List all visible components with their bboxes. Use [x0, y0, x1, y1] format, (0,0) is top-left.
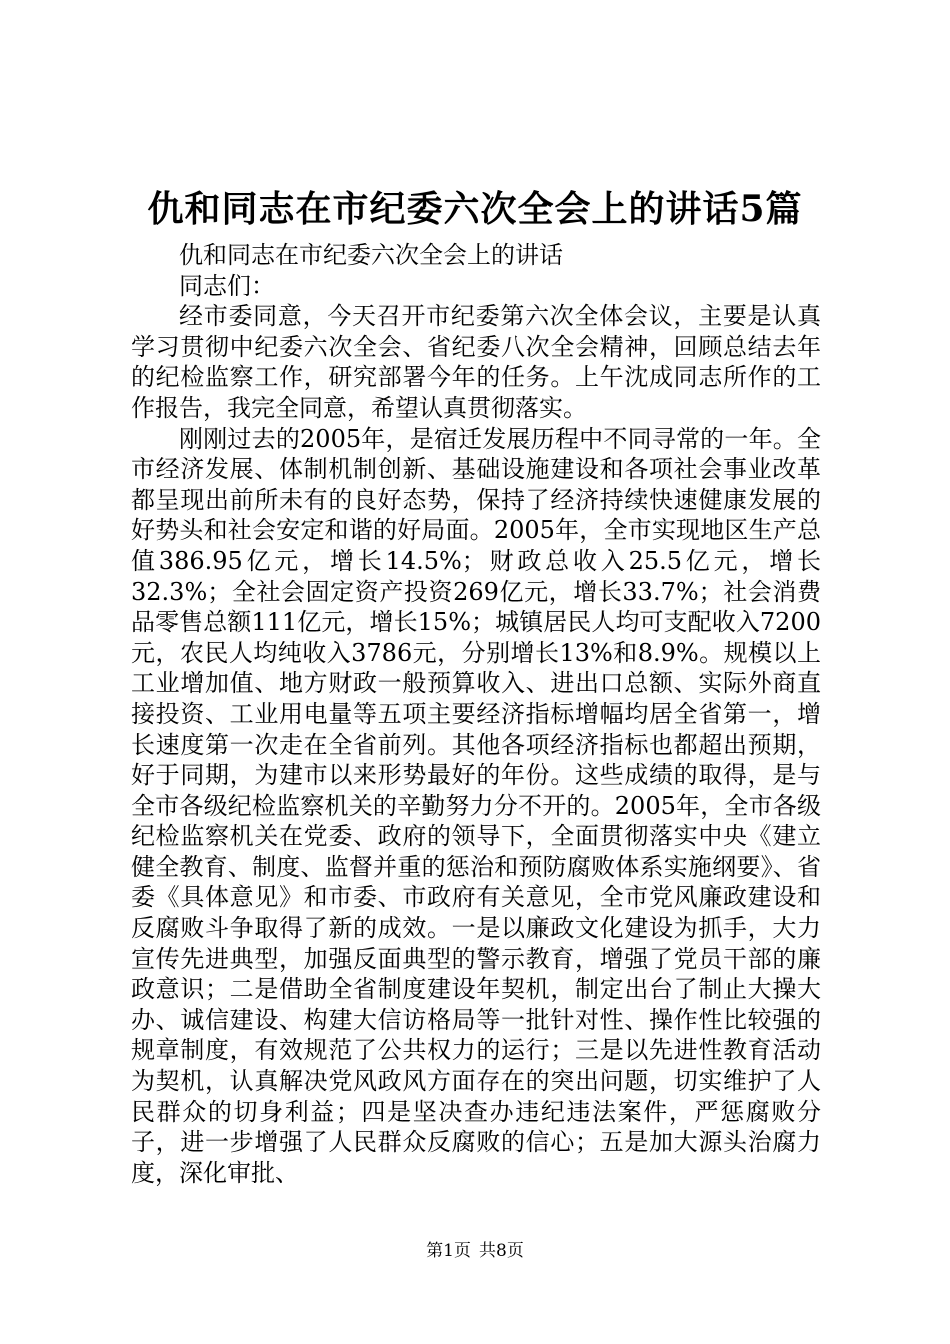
page-footer	[0, 1240, 950, 1262]
body-paragraph: 经市委同意，今天召开市纪委第六次全体会议，主要是认真学习贯彻中纪委六次全会、省纪委八次全会精神，回顾总结去年的纪检监察工作，研究部署今年的任务。上午沈成同志所作的工作报告，我完全同意，希望认真贯彻落实。	[131, 302, 821, 422]
salutation-paragraph: 同志们：	[179, 271, 275, 300]
body-paragraph: 刚刚过去的2005年，是宿迁发展历程中不同寻常的一年。全市经济发展、体制机制创新、基础设施建设和各项社会事业改革都呈现出前所未有的良好态势，保持了经济持续快速健康发展的好势头和社会安定和谐的好局面。2005年，全市实现地区生产总值386.95亿元，增长14.5%；财政总收入25.5亿元，增长32.3%；全社会固定资产投资269亿元，增长33.7%；社会消费品零售总额111亿元，增长15%；城镇居民人均可支配收入7200元，农民人均纯收入3786元，分别增长13%和8.9%。规模以上工业增加值、地方财政一般预算收入、进出口总额、实际外商直接投资、工业用电量等五项主要经济指标增幅均居全省第一，增长速度第一次走在全省前列。其他各项经济指标也都超出预期，好于同期，为建市以来形势最好的年份。这些成绩的取得，是与全市各级纪检监察机关的辛勤努力分不开的。2005年，全市各级纪检监察机关在党委、政府的领导下，全面贯彻落实中央《建立健全教育、制度、监督并重的惩治和预防腐败体系实施纲要》、省委《具体意见》和市委、市政府有关意见，全市党风廉政建设和反腐败斗争取得了新的成效。一是以廉政文化建设为抓手，大力宣传先进典型，加强反面典型的警示教育，增强了党员干部的廉政意识；二是借助全省制度建设年契机，制定出台了制止大操大办、诚信建设、构建大信访格局等一批针对性、操作性比较强的规章制度，有效规范了公共权力的运行；三是以先进性教育活动为契机，认真解决党风政风方面存在的突出问题，切实维护了人民群众的切身利益；四是坚决查办违纪违法案件，严惩腐败分子，进一步增强了人民群众反腐败的信心；五是加大源头治腐力度，深化审批、	[131, 424, 821, 1187]
subtitle-paragraph: 仇和同志在市纪委六次全会上的讲话	[179, 241, 563, 269]
document-title: 仇和同志在市纪委六次全会上的讲话5篇	[147, 188, 803, 230]
document-body	[131, 240, 821, 1188]
page-total: 共8页	[479, 1241, 524, 1261]
page-number: 第1页	[426, 1241, 471, 1261]
